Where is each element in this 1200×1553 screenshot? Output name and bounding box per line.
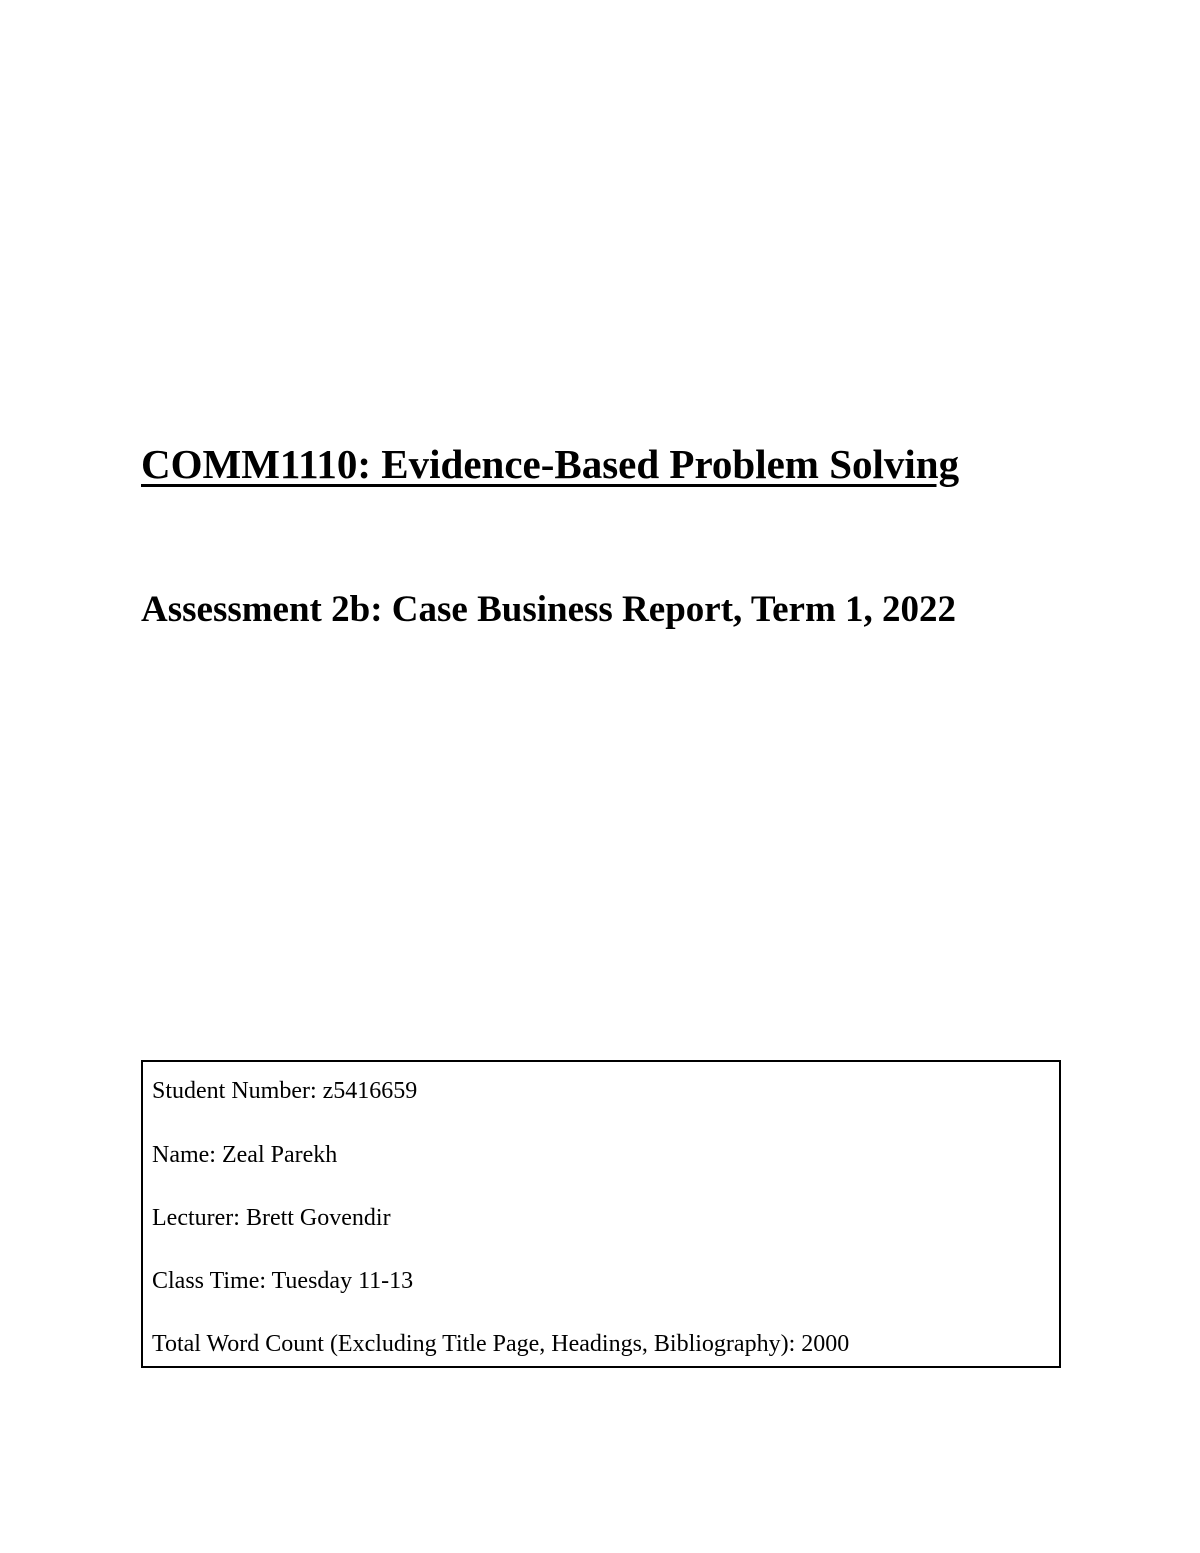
student-name: Name: Zeal Parekh [152, 1142, 338, 1168]
student-info-box [141, 1060, 1061, 1368]
assessment-title: Assessment 2b: Case Business Report, Term 1, 2022 [141, 589, 957, 630]
class-time: Class Time: Tuesday 11-13 [152, 1268, 414, 1294]
word-count: Total Word Count (Excluding Title Page, Headings, Bibliography): 2000 [152, 1331, 850, 1357]
student-number: Student Number: z5416659 [152, 1078, 418, 1104]
course-title: COMM1110: Evidence-Based Problem Solving [141, 441, 960, 487]
lecturer: Lecturer: Brett Govendir [152, 1205, 391, 1231]
